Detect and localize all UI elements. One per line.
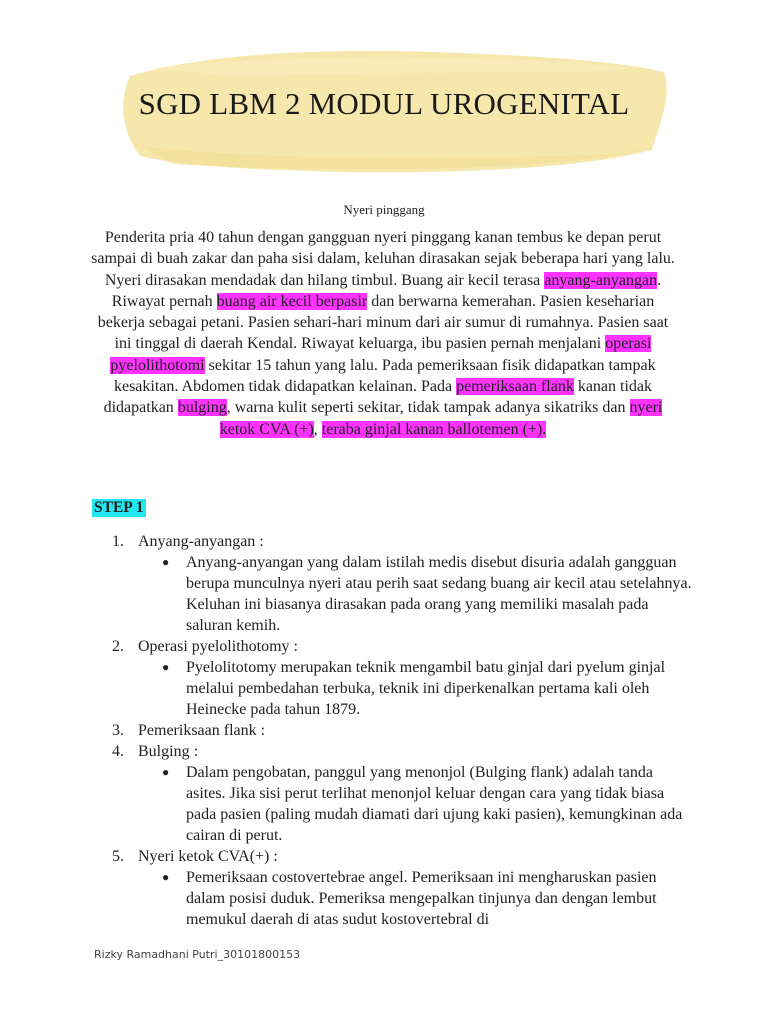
list-bullet [112, 867, 692, 930]
list-item [112, 720, 692, 741]
item-label: Bulging : [138, 743, 199, 760]
item-number: 3. [112, 722, 124, 739]
highlight-term: anyang-anyangan [544, 271, 658, 289]
highlight-term: operasi pyelolithotomi [110, 335, 652, 374]
list-item [112, 741, 692, 762]
highlight-term: nyeri ketok CVA (+) [219, 399, 663, 438]
bullet-text: Pyelolitotomy merupakan teknik mengambil batu ginjal dari pyelum ginjal melalui pembedahan terbuka, teknik ini diperkenalkan pertama kali oleh Heinecke pada tahun 1879. [186, 659, 666, 718]
list-item [112, 846, 692, 867]
item-label: Pemeriksaan flank : [138, 722, 266, 739]
item-number: 4. [112, 743, 124, 760]
highlight-term: buang air kecil berpasir [216, 292, 368, 310]
highlight-term: bulging [177, 399, 227, 417]
page-footer-author: Rizky Ramadhani Putri_30101800153 [94, 948, 301, 961]
case-text: , [313, 420, 322, 438]
item-number: 1. [112, 533, 124, 550]
bullet-dot-icon: ● [162, 555, 170, 569]
case-text: Penderita pria 40 tahun dengan gangguan nyeri pinggang kanan tembus ke depan perut sampai di buah zakar dan paha sisi dalam, keluhan dirasakan sejak beberapa hari yang lalu. Nyeri dirasakan mendadak dan hilang timbul. Buang air kecil terasa [91, 229, 675, 289]
item-number: 5. [112, 848, 124, 865]
case-text: dan berwarna kemerahan. Pasien keseharian bekerja sebagai petani. Pasien sehari-hari minum dari air sumur di rumahnya. Pasien saat ini tinggal di daerah Kendal. Riwayat keluarga, ibu pasien pernah menjalani [97, 292, 669, 353]
highlight-term: teraba ginjal kanan ballotemen (+). [321, 420, 547, 438]
item-label: Operasi pyelolithotomy : [138, 638, 298, 655]
case-text: . Riwayat pernah [111, 271, 662, 310]
term-list [112, 531, 692, 930]
highlight-term: pemeriksaan flank [456, 378, 574, 396]
case-text: kanan tidak didapatkan [103, 378, 653, 417]
list-bullet [112, 657, 692, 720]
case-text: , warna kulit seperti sekitar, tidak tampak adanya sikatriks dan [226, 399, 630, 417]
list-bullet [112, 762, 692, 846]
item-label: Nyeri ketok CVA(+) : [138, 848, 278, 865]
page-subtitle: Nyeri pinggang [343, 202, 425, 217]
step-heading: STEP 1 [94, 499, 144, 516]
bullet-text: Anyang-anyangan yang dalam istilah medis disebut disuria adalah gangguan berupa munculnya nyeri atau perih saat sedang buang air kecil atau setelahnya. Keluhan ini biasanya dirasakan pada orang yang memiliki masalah pada saluran kemih. [186, 554, 692, 634]
case-text: sekitar 15 tahun yang lalu. Pada pemeriksaan fisik didapatkan tampak kesakitan. Abdomen tidak didapatkan kelainan. Pada [113, 356, 656, 396]
bullet-dot-icon: ● [162, 660, 170, 674]
list-item [112, 531, 692, 552]
bullet-dot-icon: ● [162, 765, 170, 779]
item-number: 2. [112, 638, 124, 655]
bullet-dot-icon: ● [162, 870, 170, 884]
bullet-text: Pemeriksaan costovertebrae angel. Pemeriksaan ini mengharuskan pasien dalam posisi duduk. Pemeriksa mengepalkan tinjunya dan dengan lembut memukul daerah di atas sudut kostovertebral di [186, 869, 657, 928]
item-label: Anyang-anyangan : [138, 533, 264, 550]
page-title: SGD LBM 2 MODUL UROGENITAL [138, 86, 630, 121]
list-item [112, 636, 692, 657]
list-bullet [112, 552, 692, 636]
case-description [88, 227, 678, 440]
bullet-text: Dalam pengobatan, panggul yang menonjol (Bulging flank) adalah tanda asites. Jika sisi perut terlihat menonjol keluar dengan cara yang tidak biasa pada pasien (paling mudah diamati dari ujung kaki pasien), kemungkinan ada cairan di perut. [186, 764, 683, 844]
